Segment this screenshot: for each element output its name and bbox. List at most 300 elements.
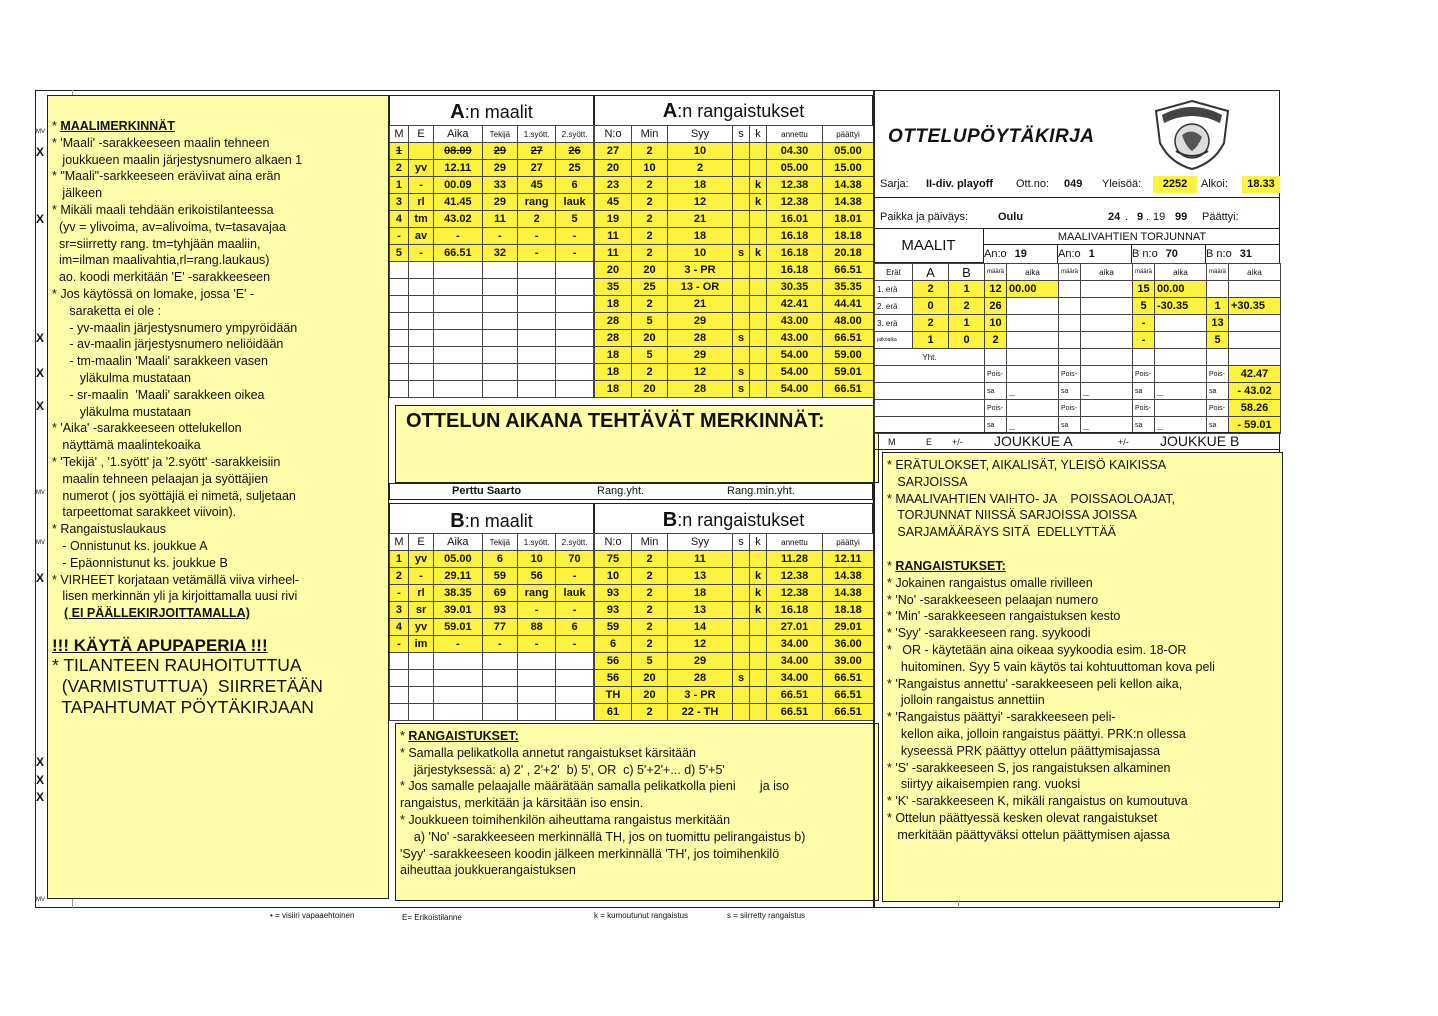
table-cell — [408, 296, 433, 313]
table-cell: im — [408, 636, 433, 653]
table-cell — [518, 381, 556, 398]
note-line: järjestyksessä: a) 2' , 2'+2' b) 5', OR c) 5'+2'+... d) 5'+5' — [400, 762, 725, 777]
title-rest: :n rangaistukset — [677, 510, 805, 530]
column-header: s — [733, 534, 750, 551]
table-cell — [733, 347, 750, 364]
note-line: a) 'No' -sarakkeeseen merkinnällä TH, jos on tuomittu pelirangaistus b) — [400, 829, 806, 844]
table-cell — [556, 704, 594, 721]
column-header: E — [408, 534, 433, 551]
table-cell — [1059, 349, 1081, 366]
table-cell: 11 — [595, 245, 632, 262]
table-cell — [750, 143, 767, 160]
table-row — [595, 347, 874, 364]
title-letter: A — [662, 100, 678, 122]
table-cell: 28 — [668, 330, 733, 347]
table-cell: 12.38 — [767, 177, 823, 194]
table-row — [390, 551, 594, 568]
table-row — [595, 143, 874, 160]
column-header: päättyi — [823, 534, 874, 551]
table-cell — [390, 364, 409, 381]
table-cell: 43.00 — [767, 330, 823, 347]
table-cell — [985, 349, 1007, 366]
note-line: tarpeettomat sarakkeet viivoin). — [52, 505, 237, 520]
table-cell: 75 — [595, 551, 632, 568]
table-cell: - — [556, 245, 594, 262]
table-cell: Pois- — [1059, 400, 1081, 417]
paattyi-label: Päättyi: — [1202, 211, 1239, 223]
table-cell — [1007, 298, 1059, 315]
table-cell — [408, 653, 433, 670]
table-cell — [733, 211, 750, 228]
table-cell: 5 — [632, 653, 668, 670]
table-cell — [733, 551, 750, 568]
column-header: N:o — [595, 126, 632, 143]
title-rest: :n rangaistukset — [677, 101, 805, 121]
table-cell: 18 — [595, 347, 632, 364]
table-cell — [1229, 332, 1281, 349]
table-cell: 12.38 — [767, 568, 823, 585]
table-cell — [1081, 332, 1133, 349]
table-cell: 5 — [632, 347, 668, 364]
table-cell: 35 — [595, 279, 632, 296]
table-cell: - — [390, 636, 409, 653]
table-cell: 5 — [1207, 332, 1229, 349]
table-cell: 66.51 — [823, 262, 874, 279]
paikka-value: Oulu — [998, 211, 1024, 223]
table-cell — [482, 670, 518, 687]
note-line: * Jos samalle pelaajalle määrätään samalla pelikatkolla pieni ja iso — [400, 779, 790, 794]
table-cell: k — [750, 602, 767, 619]
table-cell — [482, 279, 518, 296]
column-header: 1.syött. — [518, 534, 556, 551]
table-cell: s — [733, 330, 750, 347]
table-cell — [750, 211, 767, 228]
table-cell: 18.01 — [823, 211, 874, 228]
column-header: Tekijä — [482, 126, 518, 143]
table-cell: 66.51 — [434, 245, 482, 262]
table-cell — [733, 279, 750, 296]
mv-marker: MV — [36, 490, 45, 496]
note-line: SARJAMÄÄRÄYS SITÄ EDELLYTTÄÄ — [887, 525, 1116, 540]
table-cell — [733, 228, 750, 245]
table-cell — [1229, 281, 1281, 298]
table-cell — [408, 364, 433, 381]
table-cell — [733, 194, 750, 211]
table-cell — [1081, 315, 1133, 332]
table-cell — [482, 296, 518, 313]
note-line: * MAALIVAHTIEN VAIHTO- JA POISSAOLOAJAT, — [887, 491, 1176, 506]
note-line: ao. koodi merkitään 'E' -sarakkeeseen — [52, 270, 271, 285]
note-line: * Ottelun päättyessä kesken olevat rangaistukset — [887, 810, 1158, 825]
table-cell: 00.00 — [1007, 281, 1059, 298]
table-cell — [750, 330, 767, 347]
table-cell: 34.00 — [767, 636, 823, 653]
table-cell: 6 — [595, 636, 632, 653]
table-cell: 2 — [632, 619, 668, 636]
note-line: * 'K' -sarakkeeseen K, mikäli rangaistus on kumoutuva — [887, 794, 1188, 809]
table-cell: - — [518, 602, 556, 619]
table-cell: määrä — [1059, 264, 1081, 281]
footnote-cancelled: k = kumoutunut rangaistus — [594, 911, 689, 920]
note-line: kyseessä PRK päättyy ottelun päättymisajassa — [887, 743, 1161, 758]
table-cell: 59.01 — [434, 619, 482, 636]
table-cell — [518, 670, 556, 687]
table-cell: 21 — [668, 211, 733, 228]
table-cell: 61 — [595, 704, 632, 721]
table-row — [390, 160, 594, 177]
table-cell — [408, 347, 433, 364]
table-cell: sa — [1207, 383, 1229, 400]
table-row — [875, 332, 1281, 349]
table-cell: 1 — [1207, 298, 1229, 315]
goals-a-table — [389, 125, 594, 398]
table-cell — [733, 602, 750, 619]
table-cell: sa — [1059, 417, 1081, 434]
table-cell: 20 — [632, 687, 668, 704]
table-row — [875, 400, 1281, 417]
table-cell — [390, 296, 409, 313]
table-cell: rang — [518, 194, 556, 211]
note-line: * VIRHEET korjataan vetämällä viiva virheel- — [52, 572, 300, 587]
table-cell: - — [556, 228, 594, 245]
table-cell: rl — [408, 194, 433, 211]
table-cell: _ — [1081, 383, 1133, 400]
note-line: * "Maali"-sarkkeeseen erävìivat aina erän — [52, 169, 281, 184]
table-cell: 16.18 — [767, 245, 823, 262]
table-cell — [1081, 298, 1133, 315]
column-header: s — [733, 126, 750, 143]
table-cell: - — [1133, 315, 1155, 332]
table-cell: 45 — [518, 177, 556, 194]
table-cell: - — [434, 636, 482, 653]
table-cell: 2 — [632, 143, 668, 160]
table-cell: 25 — [632, 279, 668, 296]
table-cell: - — [390, 228, 409, 245]
table-cell — [750, 296, 767, 313]
table-cell — [733, 568, 750, 585]
table-cell: 2 — [390, 160, 409, 177]
table-cell: lauk — [556, 194, 594, 211]
alkoi-label: Alkoi: — [1201, 178, 1228, 190]
table-row — [595, 551, 874, 568]
column-header: Tekijä — [482, 534, 518, 551]
table-cell — [482, 364, 518, 381]
table-cell: 38.35 — [434, 585, 482, 602]
maalit-label: MAALIT — [874, 229, 984, 263]
table-cell: 18 — [668, 228, 733, 245]
date-sep: . — [1146, 211, 1150, 223]
table-cell: 0 — [913, 298, 949, 315]
table-cell — [518, 687, 556, 704]
table-cell: 16.18 — [767, 228, 823, 245]
table-cell: 2. erä — [875, 298, 913, 315]
table-cell: aika — [1155, 264, 1207, 281]
pm-label: +/- — [1118, 437, 1129, 447]
table-cell — [556, 330, 594, 347]
table-cell: 2 — [949, 298, 985, 315]
table-cell — [390, 313, 409, 330]
table-cell — [1155, 349, 1207, 366]
column-header: N:o — [595, 534, 632, 551]
table-cell: 59 — [482, 568, 518, 585]
table-cell: 70 — [556, 551, 594, 568]
note-line: (VARMISTUTTUA) SIIRRETÄÄN — [52, 675, 323, 696]
no-overwrite-text: ( EI PÄÄLLEKIRJOITTAMALLA) — [64, 606, 250, 621]
table-cell: 58.26 — [1229, 400, 1281, 417]
table-cell — [875, 383, 985, 400]
table-cell — [408, 687, 433, 704]
table-row — [390, 279, 594, 296]
table-row — [875, 264, 1281, 281]
column-header: päättyi — [823, 126, 874, 143]
table-cell: 15 — [1133, 281, 1155, 298]
table-cell — [390, 330, 409, 347]
table-row — [875, 298, 1281, 315]
table-cell: 14.38 — [823, 194, 874, 211]
table-cell: 04.30 — [767, 143, 823, 160]
table-cell — [733, 143, 750, 160]
table-cell — [408, 704, 433, 721]
mv-marker: MV — [36, 540, 45, 546]
table-cell: 35.35 — [823, 279, 874, 296]
goal-instructions-note: * MAALIMERKINNÄT * 'Maali' -sarakkeeseen maalin tehneen joukkueen maalin järjestysnumero alkaen 1 * "Maali"-sarkkeeseen erävìivat aina erän jälkeen * Mikäli maali tehdään erikoistilanteessa (yv = ylivoima, av=alivoima, tv=tasavajaa sr=siirretty rang. tm=tyhjään maaliin, im=ilman maalivahtia,rl=rang.laukaus) ao. koodi merkitään 'E' -sarakkeeseen * Jos käytössä on lomake, jossa 'E' - saraketta ei ole : - yv-maalin järjestysnumero ympyröidään - av-maalin järjestysnumero neliöidään - tm-maalin 'Maali' sarakkeen vasen yläkulma mustataan - sr-maalin 'Maali' sarakkeen oikea yläkulma mustataan * 'Aika' -sarakkeeseen ottelukellon näyttämä maalintekoaika * 'Tekijä' , '1.syött' ja '2.syött' -sarakkeisiin maalin tehneen pelaajan ja syöttäjien numerot ( jos syöttäjiä ei nimetä, suljetaan tarpeettomat sarakkeet viivoin). * Rangaistuslaukaus - Onnistunut ks. joukkue A - Epäonnistunut ks. joukkue B * VIRHEET korjataan vetämällä viiva virheel- lisen merkinnän yli ja kirjoittamalla uusi rivi ( EI PÄÄLLEKIRJOITTAMALLA) !!! KÄYTÄ APUPAPERIA !!! * TILANTEEN RAUHOITUTTUA (VARMISTUTTUA) SIIRRETÄÄN TAPAHTUMAT PÖYTÄKIRJAAN — [47, 95, 389, 899]
table-cell — [875, 417, 985, 434]
column-header: annettu — [767, 534, 823, 551]
table-cell: määrä — [985, 264, 1007, 281]
alkoi-value: 18.33 — [1242, 176, 1280, 193]
table-cell — [408, 279, 433, 296]
table-cell: 32 — [482, 245, 518, 262]
table-cell: 13 — [668, 602, 733, 619]
table-cell: 12 — [985, 281, 1007, 298]
note-line: kellon aika, jolloin rangaistus päättyi. PRK:n ollessa — [887, 726, 1186, 741]
table-cell — [750, 704, 767, 721]
table-cell: 1 — [949, 315, 985, 332]
during-game-box — [395, 405, 879, 483]
table-cell — [750, 636, 767, 653]
table-cell: - — [408, 245, 433, 262]
table-cell — [733, 177, 750, 194]
goals-b-title — [389, 503, 594, 533]
note-line: * 'Aika' -sarakkeeseen ottelukellon — [52, 421, 242, 436]
table-cell — [1059, 281, 1081, 298]
table-cell: 18 — [668, 177, 733, 194]
table-cell — [434, 279, 482, 296]
table-cell: B — [949, 264, 985, 281]
penalties-instructions-note: * RANGAISTUKSET: * Samalla pelikatkolla annetut rangaistukset kärsitään järjestyksessä: a) 2' , 2'+2' b) 5', OR c) 5'+2'+... d) 5'+5' * Jos samalle pelaajalle määrätään samalla pelikatkolla pieni ja iso rangaistus, merkitään ja kärsitään iso ensin. * Joukkueen toimihenkilön aiheuttama rangaistus merkitään a) 'No' -sarakkeeseen merkinnällä TH, jos on tuomittu pelirangaistus b) 'Syy' -sarakkeeseen koodin jälkeen merkinnällä 'TH', jos toimihenkilö aiheuttaa joukkuerangaistuksen — [395, 723, 879, 901]
note-line: * Joukkueen toimihenkilön aiheuttama rangaistus merkitään — [400, 812, 731, 827]
table-cell — [518, 279, 556, 296]
table-cell: 10 — [595, 568, 632, 585]
table-cell — [750, 160, 767, 177]
note-line: siirtyy aikaisempien rang. vuoksi — [887, 777, 1081, 792]
table-row — [595, 245, 874, 262]
table-cell: k — [750, 177, 767, 194]
table-cell: 30.35 — [767, 279, 823, 296]
table-cell: 66.51 — [823, 330, 874, 347]
table-cell: 66.51 — [767, 687, 823, 704]
table-cell — [733, 653, 750, 670]
table-row — [390, 653, 594, 670]
title-rest: :n maalit — [464, 511, 533, 531]
table-row — [595, 704, 874, 721]
table-cell — [518, 704, 556, 721]
table-cell — [556, 381, 594, 398]
table-row — [390, 211, 594, 228]
table-cell: Yht. — [875, 349, 985, 366]
goalie-header — [1206, 245, 1280, 263]
table-cell: 11.28 — [767, 551, 823, 568]
table-cell: 12 — [668, 194, 733, 211]
sarja-row — [880, 176, 1280, 194]
table-row — [390, 177, 594, 194]
table-cell: 3 — [390, 194, 409, 211]
goalie-label: An:o — [984, 248, 1007, 260]
table-cell: 16.18 — [767, 602, 823, 619]
note-line: (yv = ylivoima, av=alivoima, tv=tasavajaa — [52, 219, 286, 234]
table-cell — [408, 143, 433, 160]
table-cell: 4 — [390, 211, 409, 228]
table-cell: 23 — [595, 177, 632, 194]
goalie-header — [984, 245, 1058, 263]
record-instructions-note: * ERÄTULOKSET, AIKALISÄT, YLEISÖ KAIKISSA SARJOISSA * MAALIVAHTIEN VAIHTO- JA POISSAOLOAJAT, TORJUNNAT NIISSÄ SARJOISSA JOISSA SARJAMÄÄRÄYS SITÄ EDELLYTTÄÄ * RANGAISTUKSET: * Jokainen rangaistus omalle rivilleen * 'No' -sarakkeeseen pelaajan numero * 'Min' -sarakkeeseen rangaistuksen kesto * 'Syy' -sarakkeeseen rang. syykoodi * OR - käytetään aina oikeaa syykoodia esim. 18-OR huitominen. Syy 5 vain käytös tai kohtuuttoman kova peli * 'Rangaistus annettu' -sarakkeeseen peli kellon aika, jolloin rangaistus annettiin * 'Rangaistus päättyi' -sarakkeeseen peli- kellon aika, jolloin rangaistus päättyi. PRK:n ollessa kyseessä PRK päättyy ottelun päättymisajassa * 'S' -sarakkeeseen S, jos rangaistuksen alkaminen siirtyy aikaisempien rang. vuoksi * 'K' -sarakkeeseen K, mikäli rangaistus on kumoutuva * Ottelun päättyessä kesken olevat rangaistukset merkitään päättyväksi ottelun päättymisen ajassa — [882, 452, 1283, 902]
table-cell: 14.38 — [823, 568, 874, 585]
table-row — [390, 296, 594, 313]
table-cell — [518, 347, 556, 364]
yleisoa-value: 2252 — [1153, 176, 1197, 193]
table-cell — [750, 619, 767, 636]
date-sep: . — [1125, 211, 1129, 223]
table-cell: s — [733, 670, 750, 687]
table-cell: 13 - OR — [668, 279, 733, 296]
table-cell: 08.09 — [434, 143, 482, 160]
table-cell — [750, 381, 767, 398]
period-table — [874, 263, 1281, 434]
table-row — [390, 330, 594, 347]
title-letter: B — [450, 510, 465, 532]
table-row — [390, 143, 594, 160]
table-cell — [556, 279, 594, 296]
table-cell — [518, 313, 556, 330]
m-label: M — [888, 437, 896, 447]
table-cell: - 59.01 — [1229, 417, 1281, 434]
table-cell: 93 — [595, 602, 632, 619]
table-row — [595, 585, 874, 602]
table-cell: Pois- — [985, 366, 1007, 383]
table-cell — [1059, 315, 1081, 332]
table-cell: +30.35 — [1229, 298, 1281, 315]
table-cell — [390, 279, 409, 296]
table-cell: -30.35 — [1155, 298, 1207, 315]
table-cell: 00.09 — [434, 177, 482, 194]
table-cell — [518, 262, 556, 279]
penalties-b-table — [594, 533, 874, 721]
x-marker: X — [36, 790, 45, 804]
table-cell: 2 — [632, 704, 668, 721]
table-cell: 2 — [632, 551, 668, 568]
table-cell: 2 — [632, 194, 668, 211]
table-cell — [750, 279, 767, 296]
note-line: * 'Maali' -sarakkeeseen maalin tehneen — [52, 135, 270, 150]
table-cell: s — [733, 245, 750, 262]
table-row — [875, 349, 1281, 366]
note-lines — [887, 575, 1278, 844]
table-cell — [556, 670, 594, 687]
sarja-label: Sarja: — [880, 178, 909, 190]
table-cell: 5 — [556, 211, 594, 228]
table-cell: aika — [1007, 264, 1059, 281]
table-cell: 2 — [632, 228, 668, 245]
table-cell: 33 — [482, 177, 518, 194]
table-cell: TH — [595, 687, 632, 704]
table-cell: 36.00 — [823, 636, 874, 653]
table-cell: - — [482, 228, 518, 245]
note-line: yläkulma mustataan — [52, 404, 191, 419]
note-lines — [400, 745, 874, 879]
yleisoa-label: Yleisöä: — [1102, 178, 1142, 190]
table-cell — [390, 262, 409, 279]
table-cell: sa — [985, 417, 1007, 434]
table-cell — [733, 160, 750, 177]
table-row — [875, 417, 1281, 434]
e-label: E — [926, 437, 933, 447]
table-row — [595, 364, 874, 381]
table-cell: 13 — [1207, 315, 1229, 332]
table-row — [595, 262, 874, 279]
note-line: maalin tehneen pelaajan ja syöttäjien — [52, 471, 269, 486]
table-cell: sr — [408, 602, 433, 619]
table-cell: Pois- — [985, 400, 1007, 417]
warning-text: !!! KÄYTÄ APUPAPERIA !!! — [52, 635, 268, 655]
table-cell: - 43.02 — [1229, 383, 1281, 400]
date-year: 99 — [1175, 211, 1188, 223]
table-cell: 10 — [632, 160, 668, 177]
table-cell: 2 — [985, 332, 1007, 349]
table-row — [390, 228, 594, 245]
table-cell: k — [750, 194, 767, 211]
table-cell: 44.41 — [823, 296, 874, 313]
goalie-number: 19 — [1014, 248, 1027, 260]
table-cell: 39.01 — [434, 602, 482, 619]
table-cell — [390, 687, 409, 704]
table-cell — [434, 670, 482, 687]
table-cell: 56 — [595, 653, 632, 670]
table-cell: 21 — [668, 296, 733, 313]
note-line: 'Syy' -sarakkeeseen koodin jälkeen merkinnällä 'TH', jos toimihenkilö — [400, 846, 780, 861]
bullet-icon: • — [270, 911, 273, 920]
table-cell: määrä — [1133, 264, 1155, 281]
goalie-header — [1058, 245, 1132, 263]
table-cell: 2 — [632, 568, 668, 585]
table-cell: _ — [1007, 417, 1059, 434]
table-cell: 59.00 — [823, 347, 874, 364]
rang-total-label: Rang.yht. — [597, 485, 645, 497]
table-cell — [434, 313, 482, 330]
table-cell: 1. erä — [875, 281, 913, 298]
mv-marker: MV — [36, 129, 45, 135]
column-header: M — [390, 534, 409, 551]
table-cell: yv — [408, 551, 433, 568]
table-cell: 2 — [632, 636, 668, 653]
table-cell — [434, 262, 482, 279]
date-year-prefix: 19 — [1153, 211, 1166, 223]
table-cell: 18 — [595, 381, 632, 398]
table-cell — [1155, 400, 1207, 417]
table-cell: 1 — [390, 143, 409, 160]
form-title: OTTELUPÖYTÄKIRJA — [888, 126, 1095, 147]
note-line: rangaistus, merkitään ja kärsitään iso ensin. — [400, 796, 644, 811]
x-marker: X — [36, 571, 45, 585]
